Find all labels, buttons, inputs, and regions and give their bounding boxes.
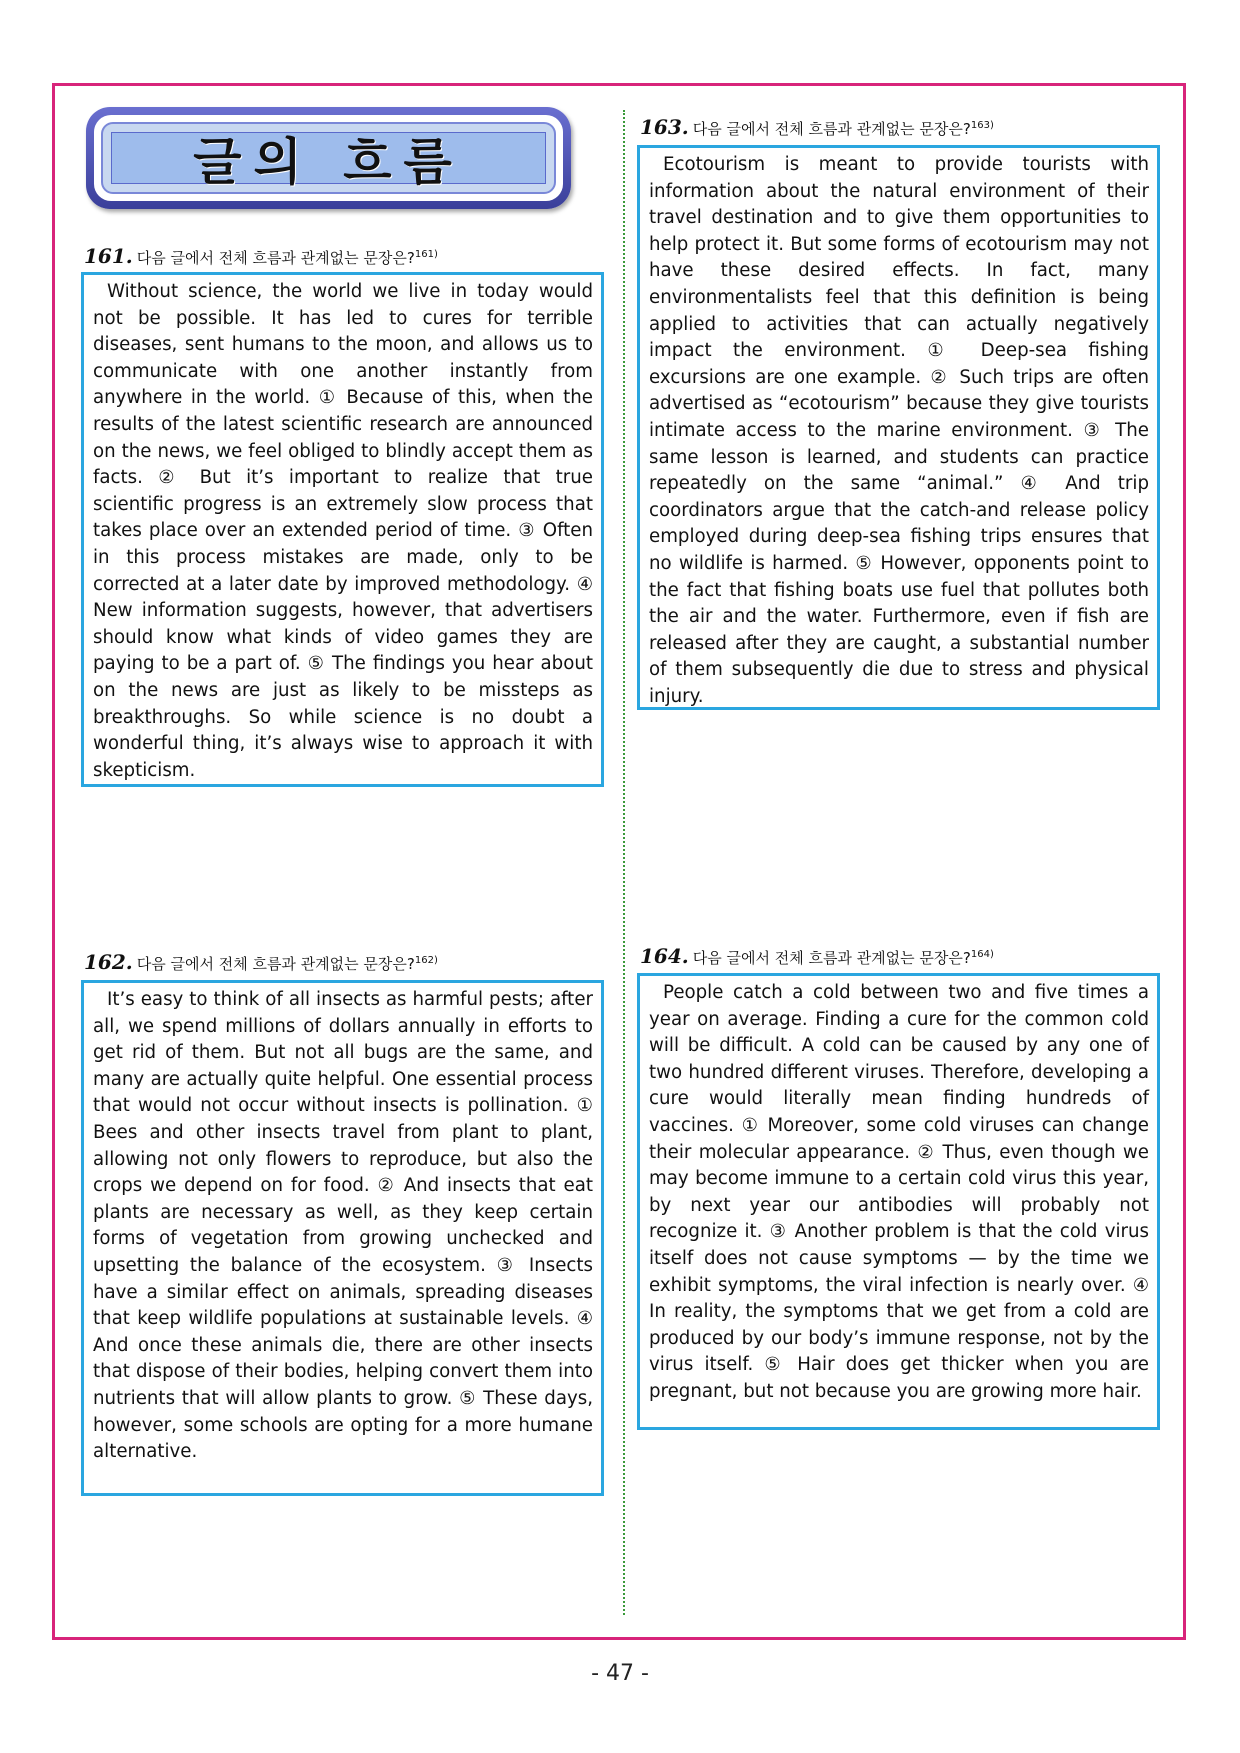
section-banner (86, 107, 571, 209)
footnote-ref: 164) (970, 949, 994, 960)
question-prompt: 다음 글에서 전체 흐름과 관계없는 문장은? (136, 955, 415, 973)
question-prompt: 다음 글에서 전체 흐름과 관계없는 문장은? (692, 120, 971, 138)
footnote-ref: 161) (414, 249, 438, 260)
question-number: 164. (640, 944, 689, 968)
question-161-passage (81, 272, 604, 787)
passage-text: Without science, the world we live in today would not be possible. It has led to cures for terrible diseases, sent humans to the moon, and allows us to communicate with one another instantly from anywhere in the world. ① Because of this, when the results of the latest scientific research are announced on the news, we feel obliged to blindly accept them as facts. ② But it’s important to realize that true scientific progress is an extremely slow process that takes place over an extended period of time. ③ Often in this process mistakes are made, only to be corrected at a later date by improved methodology. ④ New information suggests, however, that advertisers should know what kinds of video games they are paying to be a part of. ⑤ The findings you hear about on the news are just as likely to be missteps as breakthroughs. So while science is no doubt a wonderful thing, it’s always wise to approach it with skepticism. (93, 281, 593, 781)
question-number: 161. (84, 244, 133, 268)
passage-text: Ecotourism is meant to provide tourists with information about the natural environment of their travel destination and to give them opportunities to help protect it. But some forms of ecotourism may not have these desired effects. In fact, many environmentalists feel that this definition is being applied to activities that can actually negatively impact the environment. ① Deep-sea fishing excursions are one example. ② Such trips are often advertised as “ecotourism” because they give tourists intimate access to the marine environment. ③ The same lesson is learned, and students can practice repeatedly on the same “animal.” ④ And trip coordinators argue that the catch-and release policy employed during deep-sea fishing trips ensures that no wildlife is harmed. ⑤ However, opponents point to the fact that fishing boats use fuel that pollutes both the air and the water. Furthermore, even if fish are released after they are caught, a substantial number of them subsequently die due to stress and physical injury. (649, 154, 1149, 707)
question-number: 163. (640, 115, 689, 139)
page-number: - 47 - (591, 1661, 649, 1686)
question-163-passage (637, 145, 1160, 710)
question-164-passage (637, 973, 1160, 1430)
question-162-passage (81, 980, 604, 1496)
question-prompt: 다음 글에서 전체 흐름과 관계없는 문장은? (692, 949, 971, 967)
question-prompt: 다음 글에서 전체 흐름과 관계없는 문장은? (136, 249, 415, 267)
column-divider (623, 110, 625, 1615)
passage-text: People catch a cold between two and five times a year on average. Finding a cure for the common cold will be difficult. A cold can be caused by any one of two hundred different viruses. Therefore, developing a cure would literally mean finding hundreds of vaccines. ① Moreover, some cold viruses can change their molecular appearance. ② Thus, even though we may become immune to a certain cold virus this year, by next year our antibodies will probably not recognize it. ③ Another problem is that the cold virus itself does not cause symptoms — by the time we exhibit symptoms, the viral infection is nearly over. ④ In reality, the symptoms that we get from a cold are produced by our body’s immune response, not by the virus itself. ⑤ Hair does get thicker when you are pregnant, but not because you are growing more hair. (649, 982, 1149, 1402)
footnote-ref: 163) (970, 120, 994, 131)
question-162-header (84, 950, 438, 974)
question-164-header (640, 944, 994, 968)
passage-text: It’s easy to think of all insects as harmful pests; after all, we spend millions of dollars annually in efforts to get rid of them. But not all bugs are the same, and many are actually quite helpful. One essential process that would not occur without insects is pollination. ① Bees and other insects travel from plant to plant, allowing not only flowers to reproduce, but also the crops we depend on for food. ② And insects that eat plants are necessary as well, as they keep certain forms of vegetation from growing unchecked and upsetting the balance of the ecosystem. ③ Insects have a similar effect on animals, spreading diseases that keep wildlife populations at sustainable levels. ④ And once these animals die, there are other insects that dispose of their bodies, helping convert them into nutrients that will allow plants to grow. ⑤ These days, however, some schools are opting for a more humane alternative. (93, 989, 593, 1463)
section-title: 글의 흐름 (111, 132, 546, 184)
footnote-ref: 162) (414, 955, 438, 966)
question-number: 162. (84, 950, 133, 974)
question-163-header (640, 115, 994, 139)
question-161-header (84, 244, 438, 268)
